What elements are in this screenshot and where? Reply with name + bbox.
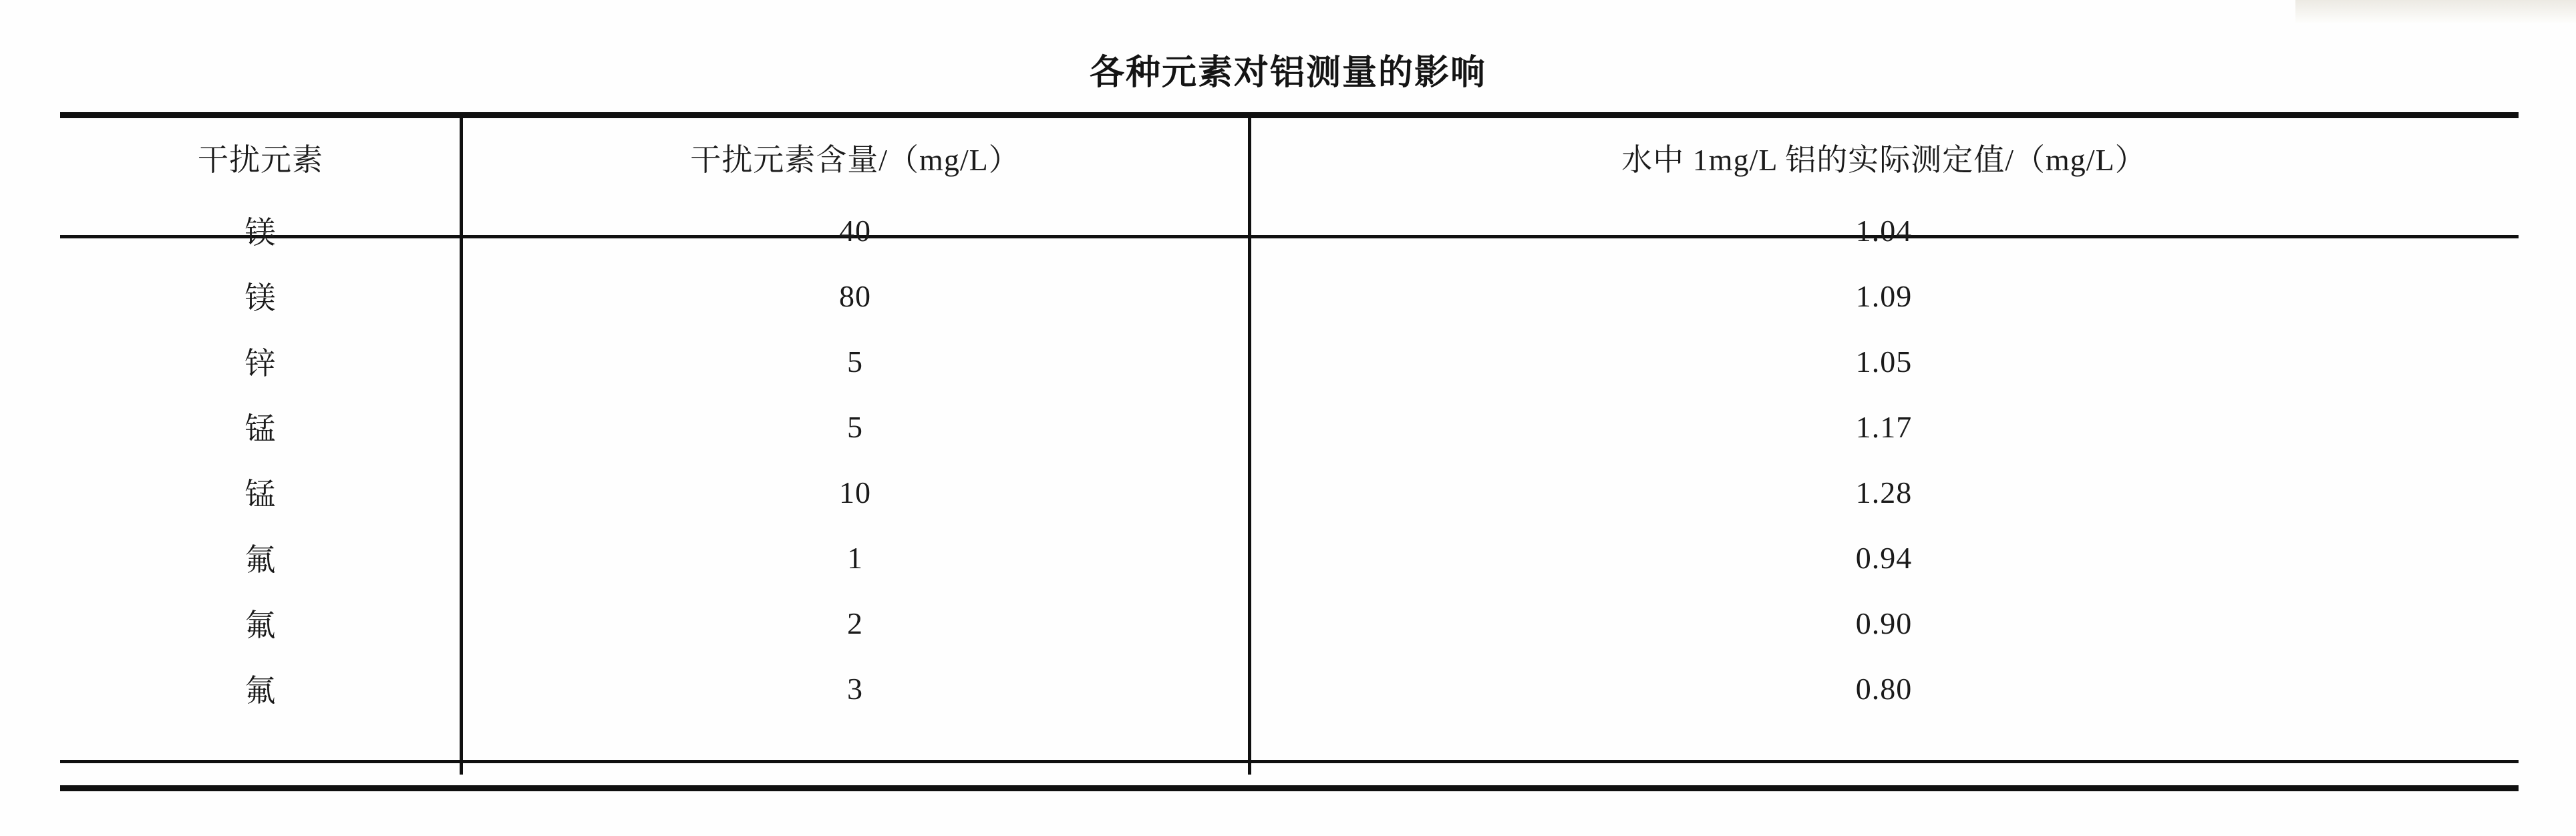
cell-measured: 1.04 [1855, 213, 1913, 248]
cell-element: 锰 [245, 477, 277, 511]
table-row [60, 656, 2519, 721]
table-title: 各种元素对铝测量的影响 [1089, 53, 1486, 93]
cell-content: 5 [847, 409, 863, 444]
cell-element: 镁 [245, 216, 277, 250]
table-row [60, 394, 2519, 459]
column-header-measured: 水中 1mg/L 铝的实际测定值/（mg/L） [1621, 143, 2146, 177]
table-bottom-thin-rule [60, 760, 2519, 763]
cell-content: 80 [839, 278, 871, 313]
cell-content: 2 [847, 606, 863, 640]
cell-content: 10 [839, 475, 871, 509]
table-header [60, 118, 2519, 198]
table-row [60, 329, 2519, 394]
cell-measured: 1.05 [1855, 344, 1913, 379]
column-header-content: 干扰元素含量/（mg/L） [690, 143, 1020, 177]
cell-element: 氟 [245, 543, 277, 577]
cell-measured: 1.28 [1855, 475, 1913, 509]
cell-measured: 0.80 [1855, 671, 1913, 706]
cell-content: 1 [847, 540, 863, 575]
cell-content: 5 [847, 344, 863, 379]
data-table-wrapper [60, 118, 2519, 721]
table-header-row [60, 118, 2519, 198]
cell-element: 氟 [245, 674, 277, 708]
table-row [60, 525, 2519, 590]
cell-element: 镁 [245, 281, 277, 315]
cell-content: 3 [847, 671, 863, 706]
table-row [60, 263, 2519, 329]
scan-paper-edge [2295, 0, 2576, 23]
column-header-element: 干扰元素 [198, 143, 323, 177]
cell-measured: 0.94 [1855, 540, 1913, 575]
table-body [60, 198, 2519, 721]
data-table [60, 118, 2519, 721]
cell-element: 锰 [245, 412, 277, 446]
table-row [60, 590, 2519, 656]
cell-measured: 0.90 [1855, 606, 1913, 640]
cell-element: 锌 [245, 347, 277, 381]
table-row [60, 459, 2519, 525]
cell-measured: 1.17 [1855, 409, 1913, 444]
cell-element: 氟 [245, 608, 277, 642]
table-bottom-thick-rule [60, 785, 2519, 791]
cell-content: 40 [839, 213, 871, 248]
table-row [60, 198, 2519, 263]
cell-measured: 1.09 [1855, 278, 1913, 313]
